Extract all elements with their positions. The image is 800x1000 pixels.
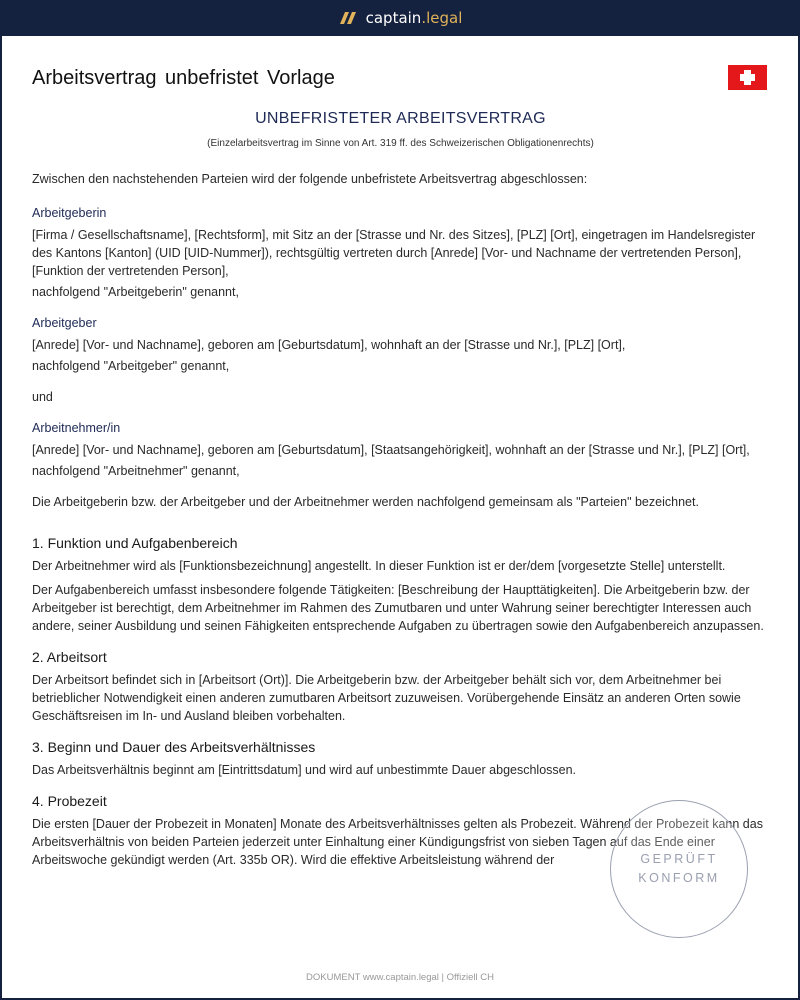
contract-heading: UNBEFRISTETER ARBEITSVERTRAG [255, 110, 546, 127]
section-paragraph: Das Arbeitsverhältnis beginnt am [Eintrittsdatum] und wird auf unbestimmte Dauer abgeschlossen. [32, 763, 577, 777]
intro-paragraph: Zwischen den nachstehenden Parteien wird der folgende unbefristete Arbeitsvertrag abgeschlossen: [32, 172, 588, 186]
section-heading: 3. Beginn und Dauer des Arbeitsverhältnisses [32, 739, 316, 755]
brand-logo-link[interactable] [338, 9, 463, 27]
document-body [32, 110, 769, 875]
seal-line: GEPRÜFT [640, 852, 718, 866]
verified-seal [610, 800, 748, 938]
page-fade [2, 936, 798, 966]
page-footer: DOKUMENT www.captain.legal | Offiziell CH [2, 966, 798, 998]
section-paragraph: Die ersten [Dauer der Probezeit in Monaten] Monate des Arbeitsverhältnisses gelten als Probezeit. Während der Probezeit kann das Arbeitsverhältnis von beiden Parteien jederzeit unter Einhaltung einer Kündigungsfrist von sieben Tagen auf das Ende einer Arbeitswoche gekündigt werden (Art. 335b OR). Wird die effektive Arbeitsleistung während der [32, 817, 763, 867]
party-text-employer-m: [Anrede] [Vor- und Nachname], geboren am [Geburtsdatum], wohnhaft an der [Strasse und Nr.], [PLZ] [Ort], [32, 338, 626, 352]
section-paragraph: Der Arbeitsort befindet sich in [Arbeitsort (Ort)]. Die Arbeitgeberin bzw. der Arbeitgeber behält sich vor, dem Arbeitnehmer bei betrieblicher Notwendigkeit einen anderen zumutbaren Arbeitsort zuzuweisen. Vorübergehende Einsätz an anderen Orten sowie Geschäftsreisen im In- und Ausland bleiben vorbehalten. [32, 673, 741, 723]
party-label-employer-f: Arbeitgeberin [32, 206, 107, 220]
section-paragraph: Der Arbeitnehmer wird als [Funktionsbezeichnung] angestellt. In dieser Funktion ist er der/dem [vorgesetzte Stelle] unterstellt. [32, 559, 726, 573]
party-suffix-employer-f: nachfolgend "Arbeitgeberin" genannt, [32, 285, 239, 299]
parties-note: Die Arbeitgeberin bzw. der Arbeitgeber und der Arbeitnehmer werden nachfolgend gemeinsam als "Parteien" bezeichnet. [32, 495, 699, 509]
party-text-employer-f: [Firma / Gesellschaftsname], [Rechtsform], mit Sitz an der [Strasse und Nr. des Sitzes], [PLZ] [Ort], eingetragen im Handelsregister des Kantons [Kanton] (UID [UID-Nummer]), rechtsgültig vertreten durch [Anrede] [Vor- und Nachname der vertretenden Person], [Funktion der vertretenden Person], [32, 228, 756, 278]
party-suffix-employee: nachfolgend "Arbeitnehmer" genannt, [32, 464, 240, 478]
party-label-employer-m: Arbeitgeber [32, 316, 97, 330]
party-text-employee: [Anrede] [Vor- und Nachname], geboren am [Geburtsdatum], [Staatsangehörigkeit], wohnhaft an der [Strasse und Nr.], [PLZ] [Ort], [32, 443, 750, 457]
und-text: und [32, 390, 53, 404]
seal-line: KONFORM [638, 871, 720, 885]
document-title: Arbeitsvertrag unbefristet Vorlage [32, 67, 335, 89]
top-bar [0, 0, 800, 36]
swiss-flag-icon [728, 65, 767, 90]
section-heading: 2. Arbeitsort [32, 649, 107, 665]
party-suffix-employer-m: nachfolgend "Arbeitgeber" genannt, [32, 359, 230, 373]
document-page [2, 36, 798, 998]
section-paragraph: Der Aufgabenbereich umfasst insbesondere folgende Tätigkeiten: [Beschreibung der Haupttätigkeiten]. Die Arbeitgeberin bzw. der Arbeitgeber ist berechtigt, dem Arbeitnehmer im Rahmen des Zumutbaren und unter Wahrung seiner berechtigter Interessen auch andere, seiner Ausbildung und seinen Fähigkeiten entsprechende Aufgaben zu übertragen sowie den Aufgabenbereich anzupassen. [32, 583, 764, 633]
brand-name: captain.legal [365, 9, 463, 27]
party-label-employee: Arbeitnehmer/in [32, 421, 121, 435]
section-heading: 4. Probezeit [32, 793, 107, 809]
contract-subheading: (Einzelarbeitsvertrag im Sinne von Art. 319 ff. des Schweizerischen Obligationenrechts) [207, 138, 594, 149]
section-heading: 1. Funktion und Aufgabenbereich [32, 535, 238, 551]
brand-slashes-icon [338, 10, 358, 26]
